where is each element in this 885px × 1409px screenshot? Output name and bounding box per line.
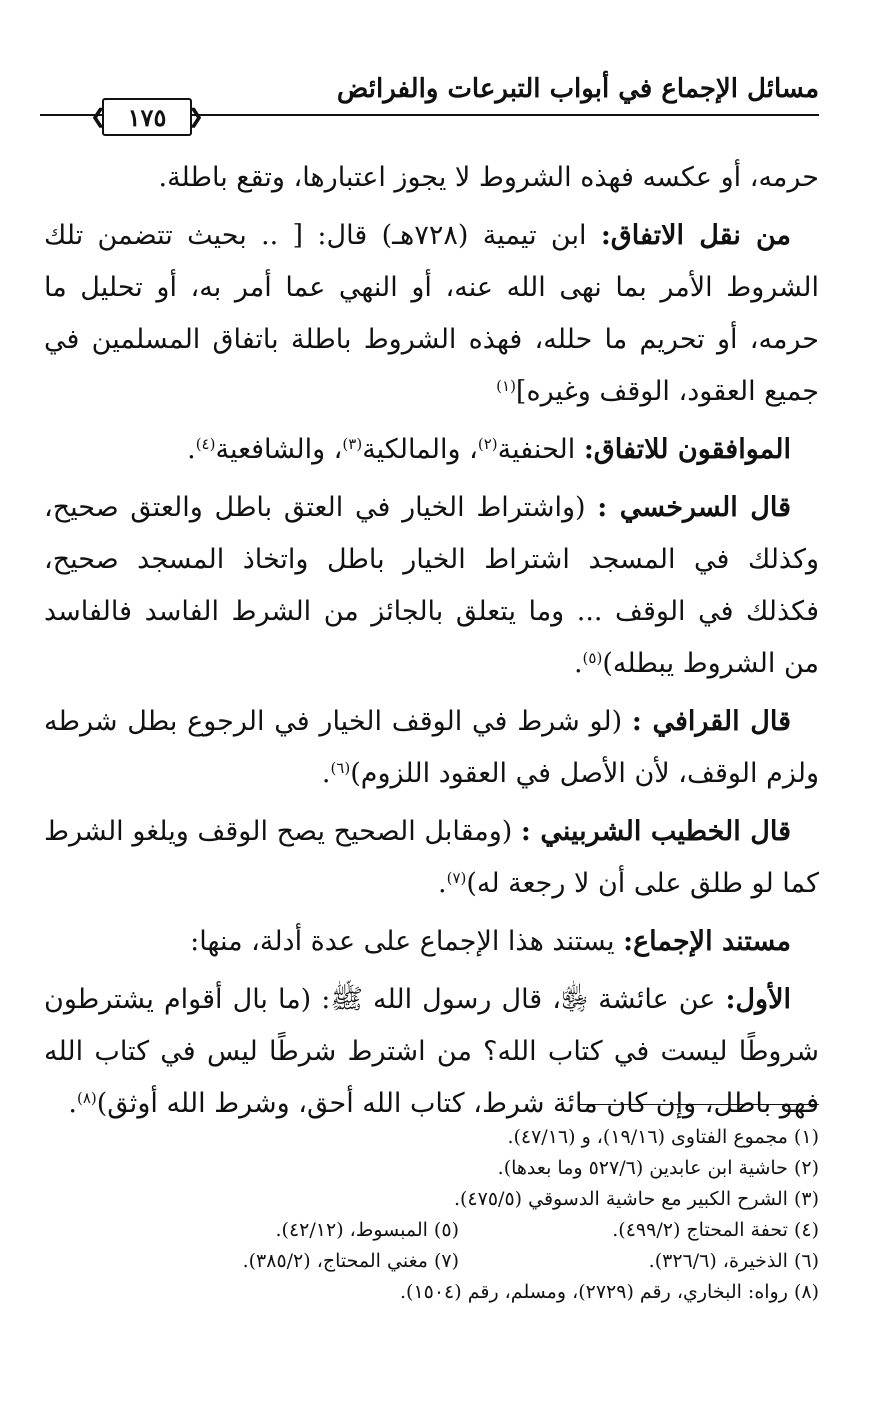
paragraph-text: يستند هذا الإجماع على عدة أدلة، منها: (190, 926, 624, 957)
page-number-ornament (102, 98, 192, 136)
paragraph-text: . (321, 758, 331, 789)
paragraph-8 (44, 974, 819, 1130)
header-title: مسائل الإجماع في أبواب التبرعات والفرائض (336, 74, 819, 104)
footnote-1: (١) مجموع الفتاوى (١٩/١٦)، و (٤٧/١٦). (507, 1126, 819, 1148)
paragraph-text: ابن تيمية (٧٢٨هـ) قال: [ .. بحيث تتضمن تلك الشروط الأمر بما نهى الله عنه، أو النهي عما أمر به، أو تحليل ما حرمه، أو تحريم ما حلله، فهذه الشروط باطلة باتفاق المسلمين في جميع العقود، الوقف وغيره] (44, 220, 819, 407)
paragraph-text: . (437, 868, 447, 899)
paragraph-text: (لو شرط في الوقف الخيار في الرجوع بطل شرطه ولزم الوقف، لأن الأصل في العقود اللزوم) (44, 706, 819, 789)
paragraph-text: ، والشافعية (215, 434, 343, 465)
paragraph-lead: قال القرافي : (631, 706, 791, 737)
footnote-3: (٣) الشرح الكبير مع حاشية الدسوقي (٤٧٥/٥). (453, 1188, 819, 1210)
footnote-row (60, 1246, 819, 1277)
paragraph-text: حرمه، أو عكسه فهذه الشروط لا يجوز اعتبارها، وتقع باطلة. (158, 162, 819, 193)
paragraph-lead: قال السرخسي : (597, 492, 791, 523)
paragraph-text: ، والمالكية (362, 434, 478, 465)
paragraph-text: (ومقابل الصحيح يصح الوقف ويلغو الشرط كما لو طلق على أن لا رجعة له) (44, 816, 819, 899)
footnote-6: (٦) الذخيرة، (٣٢٦/٦). (648, 1250, 819, 1272)
paragraph-lead: قال الخطيب الشربيني : (520, 816, 791, 847)
paragraph-text: . (187, 434, 196, 465)
footnote-5: (٥) المبسوط، (٤٢/١٢). (275, 1219, 459, 1241)
footnote-ref: (٥) (582, 649, 603, 667)
paragraph-5 (44, 696, 819, 800)
paragraph-6 (44, 806, 819, 910)
paragraph-text: عن عائشة ﵂، قال رسول الله ﷺ: (ما بال أقوام يشترطون شروطًا ليست في كتاب الله؟ من اشترط شرطًا ليس في كتاب الله فهو باطل، وإن كان مائة شرط، كتاب الله أحق، وشرط الله أوثق) (44, 984, 819, 1119)
footnote-separator (579, 1104, 819, 1105)
paragraph-text: (واشتراط الخيار في العتق باطل والعتق صحيح، وكذلك في المسجد اشتراط الخيار باطل واتخاذ المسجد صحيح، فكذلك في الوقف ... وما يتعلق بالجائز من الشرط الفاسد فالفاسد من الشروط يبطله) (44, 492, 819, 679)
running-header (40, 70, 819, 132)
footnote-2: (٢) حاشية ابن عابدين (٥٢٧/٦ وما بعدها). (497, 1157, 819, 1179)
paragraph-7 (44, 916, 819, 968)
footnote-row (60, 1215, 819, 1246)
footnote-ref: (٨) (76, 1089, 97, 1107)
footnote-ref: (٦) (330, 759, 351, 777)
footnote-7: (٧) مغني المحتاج، (٣٨٥/٢). (242, 1250, 459, 1272)
footnote-ref: (٧) (446, 869, 467, 887)
paragraph-lead: الأول: (725, 984, 791, 1015)
page-number: ❮ ١٧٥ (127, 102, 167, 132)
paragraph-text: . (68, 1088, 77, 1119)
paragraph-2 (44, 210, 819, 418)
paragraph-3 (44, 424, 819, 476)
paragraph-lead: مستند الإجماع: (623, 926, 791, 957)
paragraph-lead: الموافقون للاتفاق: (583, 434, 791, 465)
footnotes (60, 1122, 819, 1308)
footnote-ref: (١) (496, 377, 516, 395)
main-text (44, 152, 819, 1136)
footnote-4: (٤) تحفة المحتاج (٤٩٩/٢). (612, 1219, 819, 1241)
paragraph-lead: من نقل الاتفاق: (600, 220, 792, 251)
paragraph-1 (44, 152, 819, 204)
footnote-ref: (٢) (477, 435, 498, 453)
paragraph-text: . (573, 648, 583, 679)
paragraph-4 (44, 482, 819, 690)
footnote-ref: (٣) (342, 435, 363, 453)
paragraph-text: الحنفية (497, 434, 584, 465)
footnote-8: (٨) رواه: البخاري، رقم (٢٧٢٩)، ومسلم، رقم (١٥٠٤). (399, 1281, 819, 1303)
footnote-ref: (٤) (195, 435, 216, 453)
